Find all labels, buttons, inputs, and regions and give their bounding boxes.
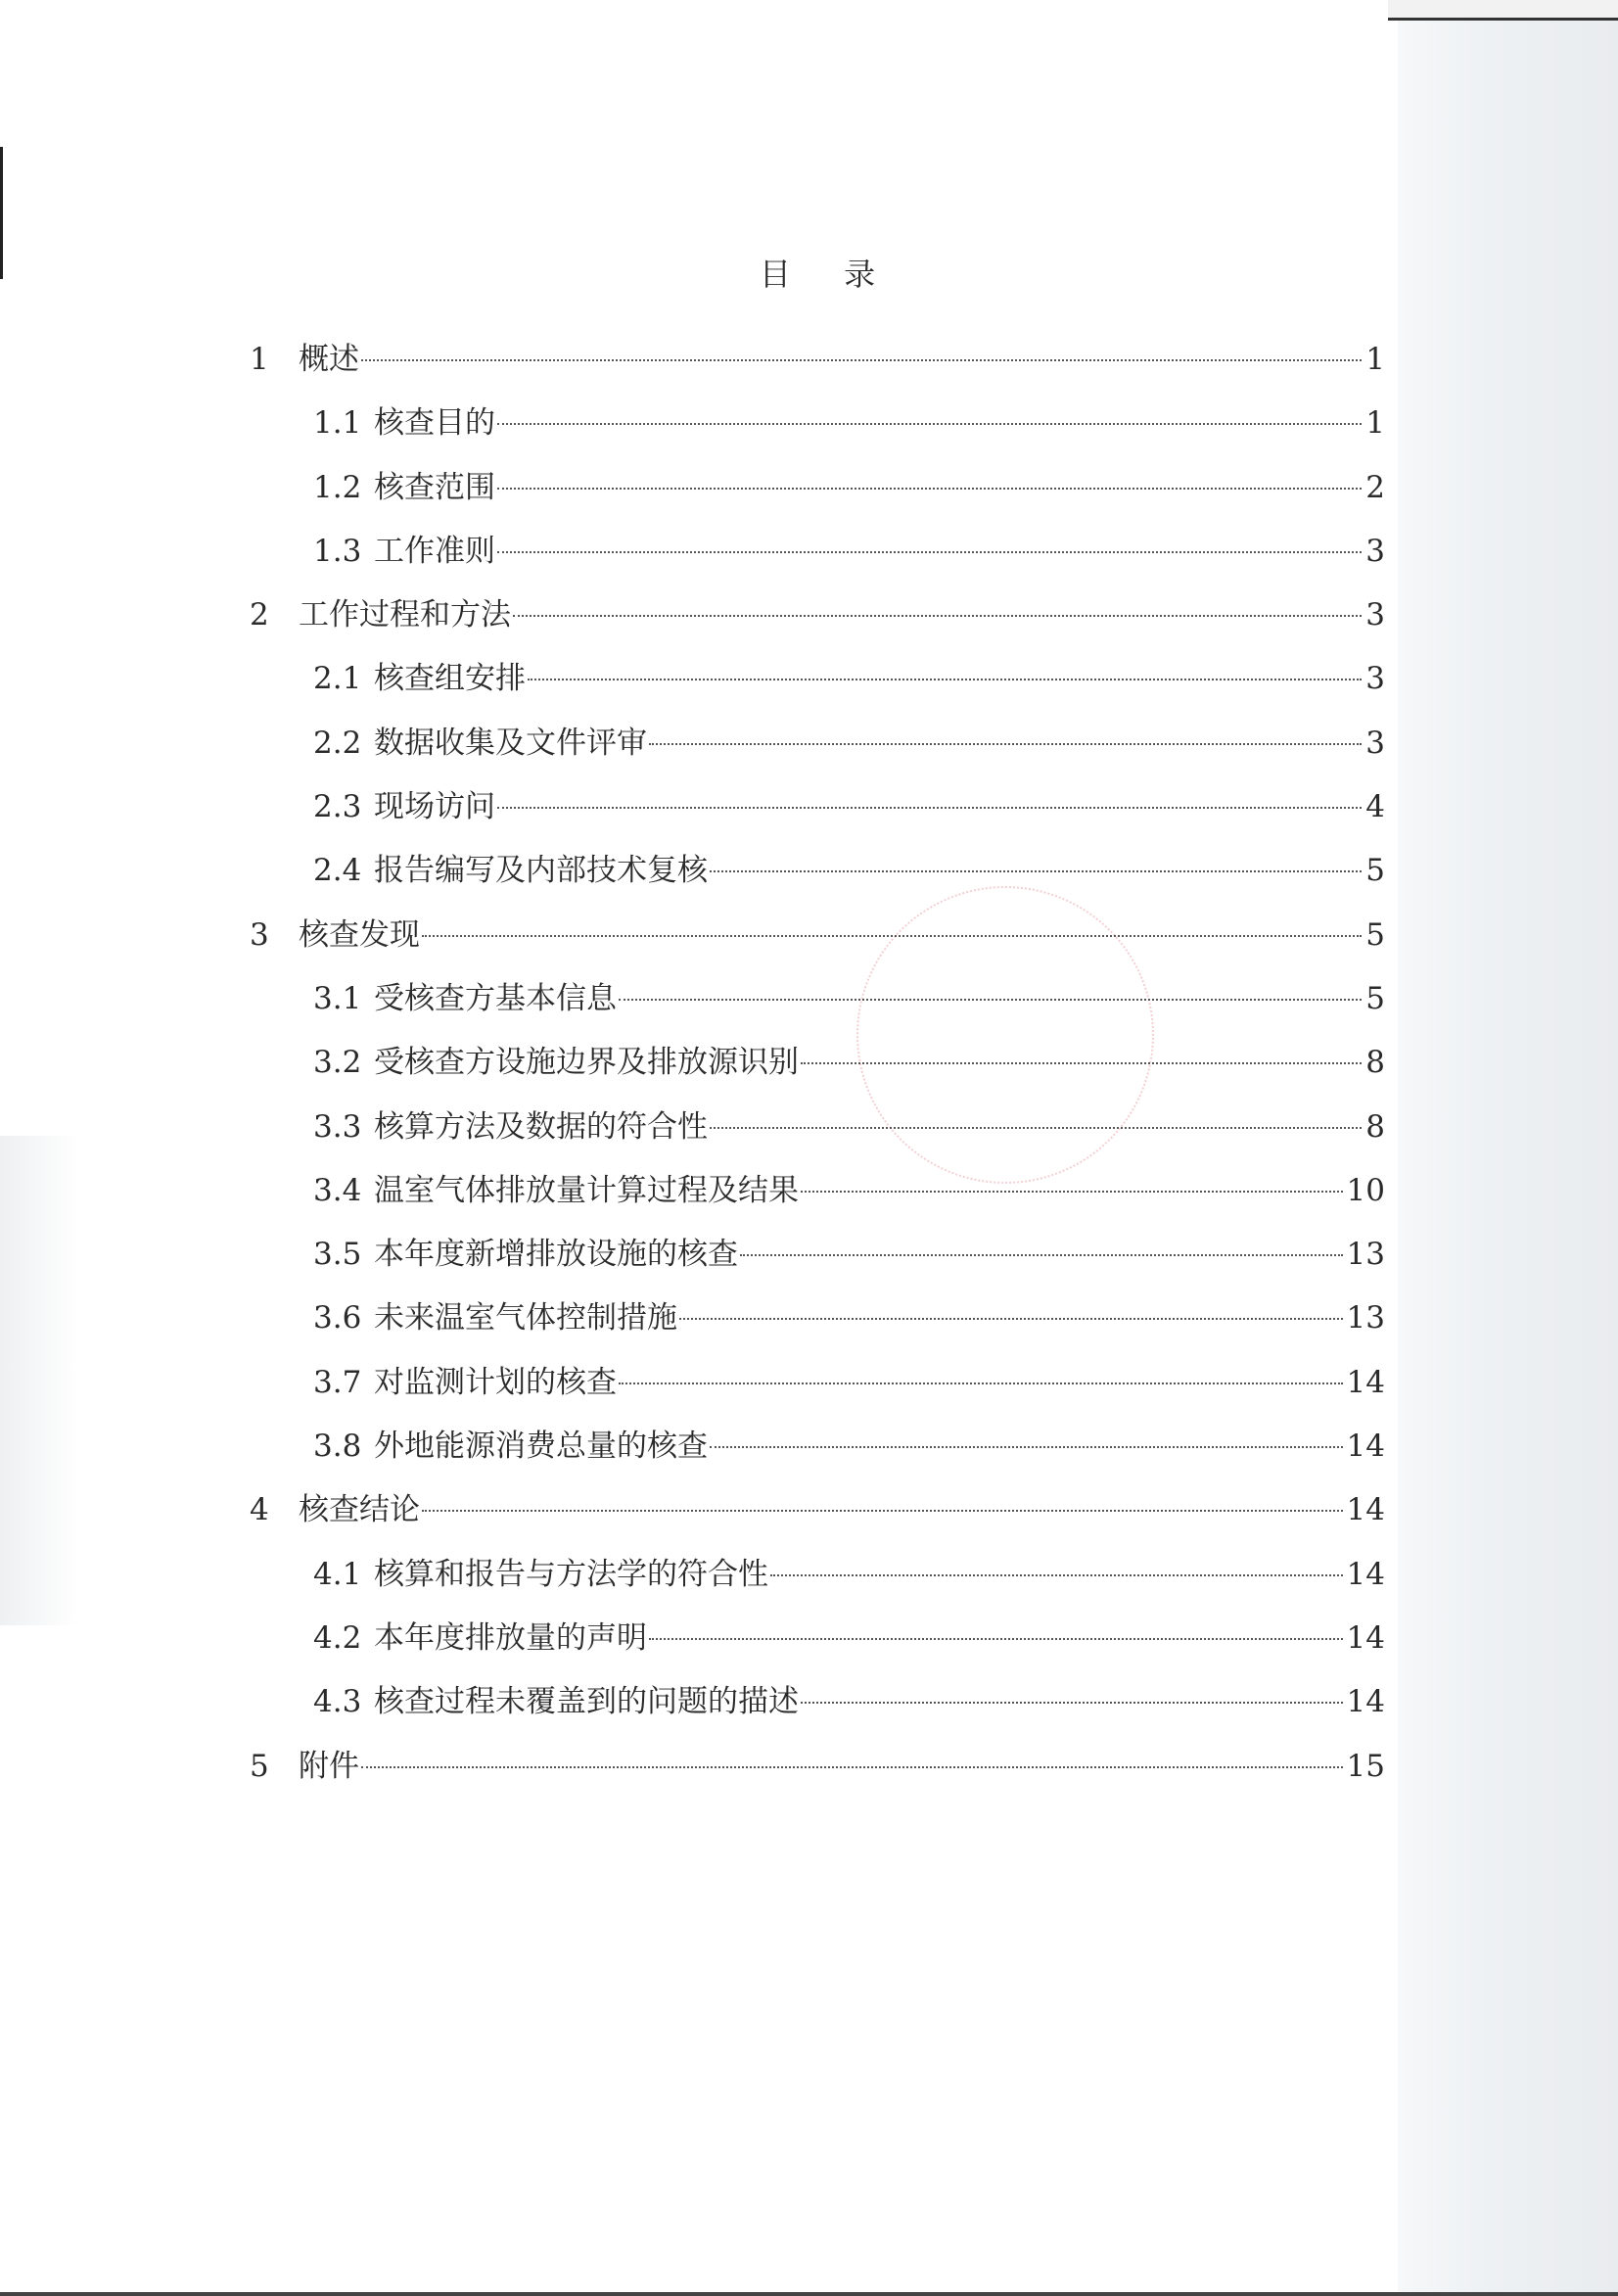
toc-entry-number: 2.3: [313, 789, 362, 825]
toc-entry-label: 数据收集及文件评审: [374, 725, 647, 761]
toc-entry-number: 5: [250, 1748, 269, 1784]
toc-entry-number: 2.2: [313, 725, 362, 761]
toc-entry-label: 核查结论: [299, 1492, 420, 1528]
toc-entry-page-number: 2: [1365, 469, 1385, 505]
toc-dot-leader: [422, 1510, 1343, 1512]
toc-dot-leader: [497, 551, 1362, 553]
toc-entry-label: 工作准则: [374, 533, 495, 569]
toc-entry-number: 3: [250, 916, 269, 953]
scan-edge-mark: [0, 147, 3, 279]
toc-dot-leader: [619, 1382, 1343, 1384]
toc-section-entry[interactable]: [250, 904, 1385, 967]
toc-dot-leader: [740, 1254, 1343, 1256]
toc-dot-leader: [619, 999, 1362, 1001]
toc-entry-page-number: 5: [1365, 980, 1385, 1016]
toc-entry-page-number: 14: [1346, 1556, 1385, 1592]
toc-entry-page-number: 4: [1365, 789, 1385, 825]
toc-entry-number: 4.3: [313, 1684, 362, 1720]
toc-dot-leader: [801, 1191, 1343, 1193]
toc-subsection-entry[interactable]: [250, 647, 1385, 711]
toc-entry-page-number: 5: [1365, 853, 1385, 889]
toc-section-entry[interactable]: [250, 1735, 1385, 1799]
toc-entry-page-number: 15: [1346, 1748, 1385, 1784]
toc-entry-number: 3.1: [313, 980, 362, 1016]
toc-entry-number: 3.7: [313, 1364, 362, 1400]
scan-shadow-left: [0, 1136, 78, 1625]
toc-dot-leader: [422, 935, 1362, 937]
toc-section-entry[interactable]: [250, 584, 1385, 647]
table-of-contents: [250, 250, 1385, 1799]
toc-entry-page-number: 13: [1346, 1237, 1385, 1273]
toc-entry-label: 工作过程和方法: [299, 597, 511, 633]
toc-entry-label: 现场访问: [374, 789, 495, 825]
toc-entry-number: 1.1: [313, 405, 362, 442]
toc-entry-label: 温室气体排放量计算过程及结果: [374, 1172, 799, 1208]
toc-entry-page-number: 14: [1346, 1429, 1385, 1465]
toc-entry-page-number: 14: [1346, 1684, 1385, 1720]
toc-entry-number: 3.8: [313, 1429, 362, 1465]
toc-entry-number: 3.4: [313, 1172, 362, 1208]
toc-dot-leader: [770, 1574, 1343, 1576]
toc-subsection-entry[interactable]: [250, 1159, 1385, 1223]
toc-dot-leader: [361, 1766, 1343, 1768]
toc-subsection-entry[interactable]: [250, 520, 1385, 584]
toc-entry-page-number: 3: [1365, 725, 1385, 761]
toc-entry-label: 受核查方基本信息: [374, 980, 617, 1016]
toc-dot-leader: [513, 615, 1362, 617]
toc-dot-leader: [679, 1318, 1343, 1320]
toc-entry-page-number: 10: [1346, 1172, 1385, 1208]
toc-entry-number: 2.1: [313, 661, 362, 697]
toc-dot-leader: [497, 488, 1362, 490]
scan-bottom-edge: [0, 2292, 1618, 2296]
toc-subsection-entry[interactable]: [250, 839, 1385, 903]
toc-subsection-entry[interactable]: [250, 712, 1385, 775]
toc-entry-number: 3.3: [313, 1108, 362, 1145]
toc-entry-page-number: 1: [1365, 342, 1385, 377]
toc-entry-page-number: 14: [1346, 1492, 1385, 1528]
toc-subsection-entry[interactable]: [250, 1415, 1385, 1478]
toc-subsection-entry[interactable]: [250, 967, 1385, 1031]
toc-entry-page-number: 1: [1365, 405, 1385, 442]
toc-entry-label: 报告编写及内部技术复核: [374, 853, 708, 889]
toc-dot-leader: [710, 1446, 1343, 1448]
toc-entry-label: 概述: [299, 342, 359, 377]
toc-entry-label: 本年度新增排放设施的核查: [374, 1237, 738, 1273]
toc-subsection-entry[interactable]: [250, 1096, 1385, 1159]
toc-entry-label: 外地能源消费总量的核查: [374, 1429, 708, 1465]
toc-section-entry[interactable]: [250, 328, 1385, 392]
toc-subsection-entry[interactable]: [250, 1670, 1385, 1734]
toc-entry-page-number: 3: [1365, 661, 1385, 697]
toc-section-entry[interactable]: [250, 1478, 1385, 1542]
toc-title: 目 录: [759, 256, 898, 293]
toc-entry-number: 2: [250, 597, 269, 633]
toc-entry-label: 本年度排放量的声明: [374, 1619, 647, 1656]
toc-entry-number: 2.4: [313, 853, 362, 889]
toc-entry-number: 3.5: [313, 1237, 362, 1273]
toc-entry-label: 核查组安排: [374, 661, 526, 697]
toc-entry-page-number: 8: [1365, 1045, 1385, 1081]
toc-entry-number: 4.2: [313, 1619, 362, 1656]
toc-entry-page-number: 3: [1365, 533, 1385, 569]
toc-entry-page-number: 13: [1346, 1300, 1385, 1336]
toc-subsection-entry[interactable]: [250, 392, 1385, 455]
toc-entry-label: 附件: [299, 1748, 359, 1784]
scan-shadow-right: [1398, 0, 1618, 2296]
toc-entry-label: 受核查方设施边界及排放源识别: [374, 1045, 799, 1081]
toc-subsection-entry[interactable]: [250, 1351, 1385, 1415]
toc-entry-page-number: 14: [1346, 1364, 1385, 1400]
toc-subsection-entry[interactable]: [250, 1543, 1385, 1607]
toc-dot-leader: [497, 423, 1362, 425]
toc-entry-number: 1.2: [313, 469, 362, 505]
toc-subsection-entry[interactable]: [250, 1287, 1385, 1350]
toc-entry-number: 3.2: [313, 1045, 362, 1081]
toc-entry-number: 4.1: [313, 1556, 362, 1592]
toc-subsection-entry[interactable]: [250, 775, 1385, 839]
toc-dot-leader: [361, 359, 1362, 361]
toc-dot-leader: [710, 870, 1362, 872]
toc-entry-label: 核算和报告与方法学的符合性: [374, 1556, 768, 1592]
toc-dot-leader: [649, 743, 1362, 745]
toc-entry-page-number: 14: [1346, 1619, 1385, 1656]
toc-entry-label: 对监测计划的核查: [374, 1364, 617, 1400]
toc-dot-leader: [497, 807, 1362, 809]
toc-entry-label: 核查目的: [374, 405, 495, 442]
toc-subsection-entry[interactable]: [250, 456, 1385, 520]
toc-entry-label: 核查过程未覆盖到的问题的描述: [374, 1684, 799, 1720]
toc-list: [250, 328, 1385, 1799]
toc-entry-number: 1.3: [313, 533, 362, 569]
toc-entry-number: 1: [250, 342, 269, 377]
toc-subsection-entry[interactable]: [250, 1607, 1385, 1670]
toc-entry-label: 未来温室气体控制措施: [374, 1300, 677, 1336]
toc-entry-label: 核算方法及数据的符合性: [374, 1108, 708, 1145]
toc-dot-leader: [528, 679, 1362, 680]
toc-entry-number: 3.6: [313, 1300, 362, 1336]
toc-dot-leader: [801, 1702, 1343, 1704]
toc-dot-leader: [649, 1638, 1343, 1640]
toc-subsection-entry[interactable]: [250, 1223, 1385, 1287]
toc-entry-number: 4: [250, 1492, 269, 1528]
toc-entry-page-number: 3: [1365, 597, 1385, 633]
toc-entry-page-number: 5: [1365, 916, 1385, 953]
toc-entry-label: 核查发现: [299, 916, 420, 953]
toc-dot-leader: [801, 1062, 1362, 1064]
toc-dot-leader: [710, 1127, 1362, 1129]
toc-entry-label: 核查范围: [374, 469, 495, 505]
scan-page-edge: [1388, 0, 1618, 21]
toc-subsection-entry[interactable]: [250, 1031, 1385, 1095]
toc-entry-page-number: 8: [1365, 1108, 1385, 1145]
